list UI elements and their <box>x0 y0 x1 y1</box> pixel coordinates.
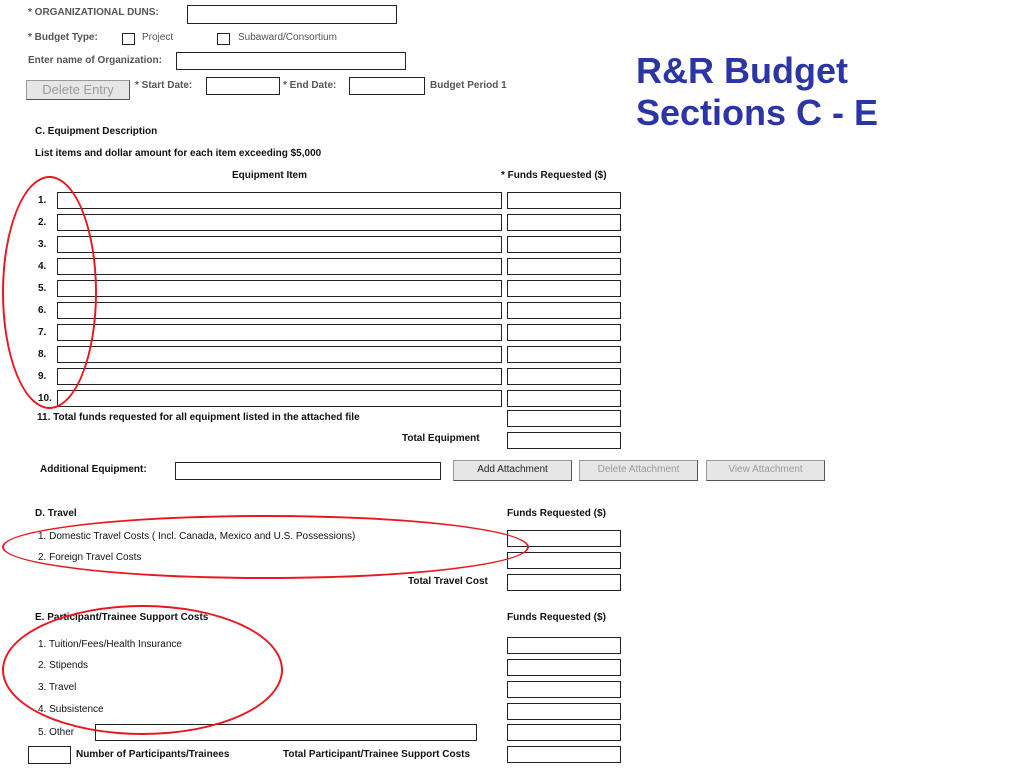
additional-equipment-input[interactable] <box>175 462 441 480</box>
participant-total-label: Total Participant/Trainee Support Costs <box>283 749 471 760</box>
participant-stipends-label: 2. Stipends <box>38 660 89 671</box>
travel-domestic-label: 1. Domestic Travel Costs ( Incl. Canada, Mexico and U.S. Possessions) <box>38 531 356 542</box>
start-date-input[interactable] <box>206 77 280 95</box>
participant-count-label: Number of Participants/Trainees <box>76 749 230 760</box>
participant-subsistence-label: 4. Subsistence <box>38 704 104 715</box>
equipment-funds-input[interactable] <box>507 236 621 253</box>
equipment-funds-header: * Funds Requested ($) <box>501 170 607 181</box>
duns-label: * ORGANIZATIONAL DUNS: <box>28 7 159 18</box>
delete-attachment-button[interactable]: Delete Attachment <box>579 460 698 481</box>
slide-title <box>636 50 878 134</box>
participant-count-input[interactable] <box>28 746 71 764</box>
view-attachment-button[interactable]: View Attachment <box>706 460 825 481</box>
equipment-funds-input[interactable] <box>507 368 621 385</box>
participant-funds-header: Funds Requested ($) <box>507 612 606 623</box>
budget-type-project-label: Project <box>142 32 174 43</box>
equipment-funds-input[interactable] <box>507 346 621 363</box>
equipment-row-number: 1. <box>38 195 47 206</box>
section-c-subtitle: List items and dollar amount for each item exceeding $5,000 <box>35 148 322 159</box>
equipment-item-input[interactable] <box>57 214 502 231</box>
equipment-row-number: 7. <box>38 327 47 338</box>
equipment-row-number: 9. <box>38 371 47 382</box>
equipment-row-number: 5. <box>38 283 47 294</box>
participant-tuition-input[interactable] <box>507 637 621 654</box>
travel-foreign-input[interactable] <box>507 552 621 569</box>
budget-period-label: Budget Period 1 <box>430 80 507 91</box>
slide-title-line1: R&R Budget <box>636 50 848 91</box>
org-name-label: Enter name of Organization: <box>28 55 162 66</box>
section-d-title: D. Travel <box>35 508 77 519</box>
annotation-oval-participant <box>2 605 283 735</box>
equipment-item-input[interactable] <box>57 258 502 275</box>
equipment-item-input[interactable] <box>57 192 502 209</box>
section-c-title: C. Equipment Description <box>35 126 158 137</box>
budget-type-subaward-checkbox[interactable] <box>217 33 230 45</box>
annotation-oval-equipment <box>2 176 97 409</box>
delete-entry-button[interactable]: Delete Entry <box>26 80 130 100</box>
additional-equipment-label: Additional Equipment: <box>40 464 147 475</box>
slide-title-line2: Sections C - E <box>636 92 879 133</box>
duns-input[interactable] <box>187 5 397 24</box>
equipment-total-attached-input[interactable] <box>507 410 621 427</box>
travel-total-input[interactable] <box>507 574 621 591</box>
org-name-input[interactable] <box>176 52 406 70</box>
equipment-row-number: 6. <box>38 305 47 316</box>
budget-type-label: * Budget Type: <box>28 32 98 43</box>
budget-type-subaward-label: Subaward/Consortium <box>238 32 337 43</box>
equipment-item-input[interactable] <box>57 280 502 297</box>
equipment-item-input[interactable] <box>57 346 502 363</box>
travel-funds-header: Funds Requested ($) <box>507 508 606 519</box>
equipment-row-number: 8. <box>38 349 47 360</box>
participant-stipends-input[interactable] <box>507 659 621 676</box>
budget-type-project-checkbox[interactable] <box>122 33 135 45</box>
equipment-funds-input[interactable] <box>507 280 621 297</box>
travel-foreign-label: 2. Foreign Travel Costs <box>38 552 142 563</box>
equipment-funds-input[interactable] <box>507 302 621 319</box>
equipment-row-number: 10. <box>38 393 52 404</box>
equipment-total-label: Total Equipment <box>402 433 480 444</box>
equipment-row-number: 4. <box>38 261 47 272</box>
equipment-row-number: 3. <box>38 239 47 250</box>
equipment-total-attached-label: 11. Total funds requested for all equipment listed in the attached file <box>37 412 360 423</box>
equipment-row-number: 2. <box>38 217 47 228</box>
equipment-funds-input[interactable] <box>507 390 621 407</box>
equipment-total-input[interactable] <box>507 432 621 449</box>
equipment-item-input[interactable] <box>57 302 502 319</box>
participant-total-input[interactable] <box>507 746 621 763</box>
end-date-input[interactable] <box>349 77 425 95</box>
equipment-funds-input[interactable] <box>507 192 621 209</box>
equipment-item-input[interactable] <box>57 236 502 253</box>
equipment-item-input[interactable] <box>57 368 502 385</box>
travel-total-label: Total Travel Cost <box>408 576 488 587</box>
end-date-label: * End Date: <box>283 80 337 91</box>
annotation-oval-travel <box>2 515 529 579</box>
equipment-funds-input[interactable] <box>507 258 621 275</box>
participant-other-label: 5. Other <box>38 727 75 738</box>
start-date-label: * Start Date: <box>135 80 193 91</box>
participant-travel-input[interactable] <box>507 681 621 698</box>
equipment-item-header: Equipment Item <box>232 170 308 181</box>
participant-travel-label: 3. Travel <box>38 682 77 693</box>
participant-tuition-label: 1. Tuition/Fees/Health Insurance <box>38 639 182 650</box>
equipment-funds-input[interactable] <box>507 324 621 341</box>
participant-other-input[interactable] <box>507 724 621 741</box>
equipment-item-input[interactable] <box>57 390 502 407</box>
equipment-funds-input[interactable] <box>507 214 621 231</box>
section-e-title: E. Participant/Trainee Support Costs <box>35 612 209 623</box>
add-attachment-button[interactable]: Add Attachment <box>453 460 572 481</box>
equipment-item-input[interactable] <box>57 324 502 341</box>
participant-subsistence-input[interactable] <box>507 703 621 720</box>
